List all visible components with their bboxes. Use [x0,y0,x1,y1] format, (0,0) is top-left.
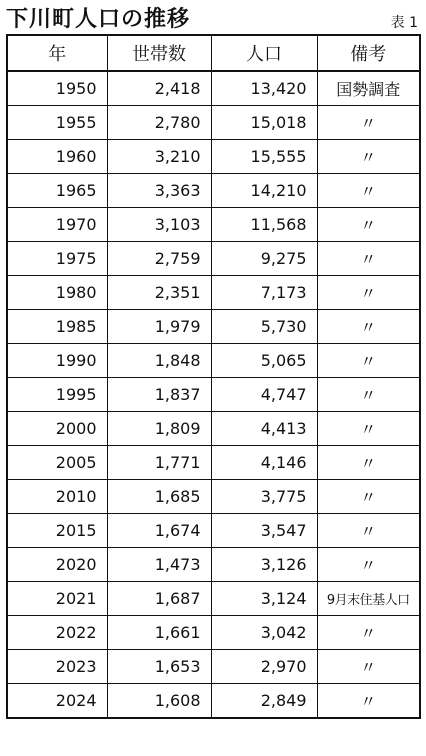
cell-note: 〃 [317,616,420,650]
cell-households: 2,418 [107,71,211,106]
cell-households: 1,685 [107,480,211,514]
table-row [7,650,420,684]
cell-population: 15,018 [211,106,317,140]
cell-households: 1,979 [107,310,211,344]
table-row [7,140,420,174]
table-header-row [7,35,420,71]
cell-year: 2024 [7,684,107,719]
cell-note: 9月末住基人口 [317,582,420,616]
cell-households: 3,210 [107,140,211,174]
cell-year: 1980 [7,276,107,310]
cell-population: 3,126 [211,548,317,582]
table-number: 表 1 [390,15,418,31]
cell-households: 1,687 [107,582,211,616]
cell-note: 国勢調査 [317,71,420,106]
header-households: 世帯数 [107,35,211,71]
table-row [7,71,420,106]
cell-population: 7,173 [211,276,317,310]
cell-note: 〃 [317,446,420,480]
table-row [7,412,420,446]
cell-households: 1,653 [107,650,211,684]
cell-households: 2,780 [107,106,211,140]
cell-year: 2010 [7,480,107,514]
page-title: 下川町人口の推移 [6,7,191,32]
cell-households: 3,363 [107,174,211,208]
cell-population: 5,730 [211,310,317,344]
table-row [7,378,420,412]
cell-population: 5,065 [211,344,317,378]
cell-year: 2000 [7,412,107,446]
table-row [7,174,420,208]
cell-households: 3,103 [107,208,211,242]
cell-year: 1955 [7,106,107,140]
cell-note: 〃 [317,650,420,684]
cell-households: 1,661 [107,616,211,650]
population-table [6,34,421,719]
cell-note: 〃 [317,378,420,412]
cell-year: 2023 [7,650,107,684]
cell-population: 15,555 [211,140,317,174]
cell-note: 〃 [317,174,420,208]
cell-population: 13,420 [211,71,317,106]
table-row [7,582,420,616]
cell-households: 1,809 [107,412,211,446]
cell-year: 1975 [7,242,107,276]
cell-population: 2,970 [211,650,317,684]
cell-note: 〃 [317,310,420,344]
cell-population: 3,124 [211,582,317,616]
header-notes: 備考 [317,35,420,71]
cell-note: 〃 [317,344,420,378]
cell-year: 2022 [7,616,107,650]
cell-year: 1985 [7,310,107,344]
cell-population: 3,775 [211,480,317,514]
cell-households: 2,351 [107,276,211,310]
table-row [7,616,420,650]
cell-note: 〃 [317,208,420,242]
table-row [7,208,420,242]
cell-households: 1,674 [107,514,211,548]
cell-year: 2021 [7,582,107,616]
cell-note: 〃 [317,514,420,548]
table-row [7,548,420,582]
cell-note: 〃 [317,140,420,174]
cell-population: 3,042 [211,616,317,650]
cell-year: 2015 [7,514,107,548]
cell-households: 1,837 [107,378,211,412]
table-row [7,310,420,344]
cell-households: 1,848 [107,344,211,378]
cell-year: 1970 [7,208,107,242]
cell-households: 1,608 [107,684,211,719]
table-row [7,514,420,548]
table-row [7,684,420,719]
cell-households: 2,759 [107,242,211,276]
cell-population: 4,146 [211,446,317,480]
cell-year: 1995 [7,378,107,412]
cell-year: 2005 [7,446,107,480]
cell-year: 1960 [7,140,107,174]
table-body [7,71,420,718]
cell-year: 1990 [7,344,107,378]
cell-population: 11,568 [211,208,317,242]
cell-households: 1,473 [107,548,211,582]
cell-year: 2020 [7,548,107,582]
cell-population: 4,413 [211,412,317,446]
cell-year: 1950 [7,71,107,106]
table-row [7,446,420,480]
cell-population: 3,547 [211,514,317,548]
table-row [7,344,420,378]
cell-note: 〃 [317,480,420,514]
cell-note: 〃 [317,412,420,446]
cell-note: 〃 [317,276,420,310]
cell-note: 〃 [317,242,420,276]
cell-note: 〃 [317,684,420,719]
cell-households: 1,771 [107,446,211,480]
table-row [7,276,420,310]
cell-note: 〃 [317,548,420,582]
header-year: 年 [7,35,107,71]
header-population: 人口 [211,35,317,71]
table-row [7,242,420,276]
cell-population: 4,747 [211,378,317,412]
cell-population: 9,275 [211,242,317,276]
cell-population: 2,849 [211,684,317,719]
cell-population: 14,210 [211,174,317,208]
table-row [7,106,420,140]
cell-year: 1965 [7,174,107,208]
cell-note: 〃 [317,106,420,140]
table-row [7,480,420,514]
